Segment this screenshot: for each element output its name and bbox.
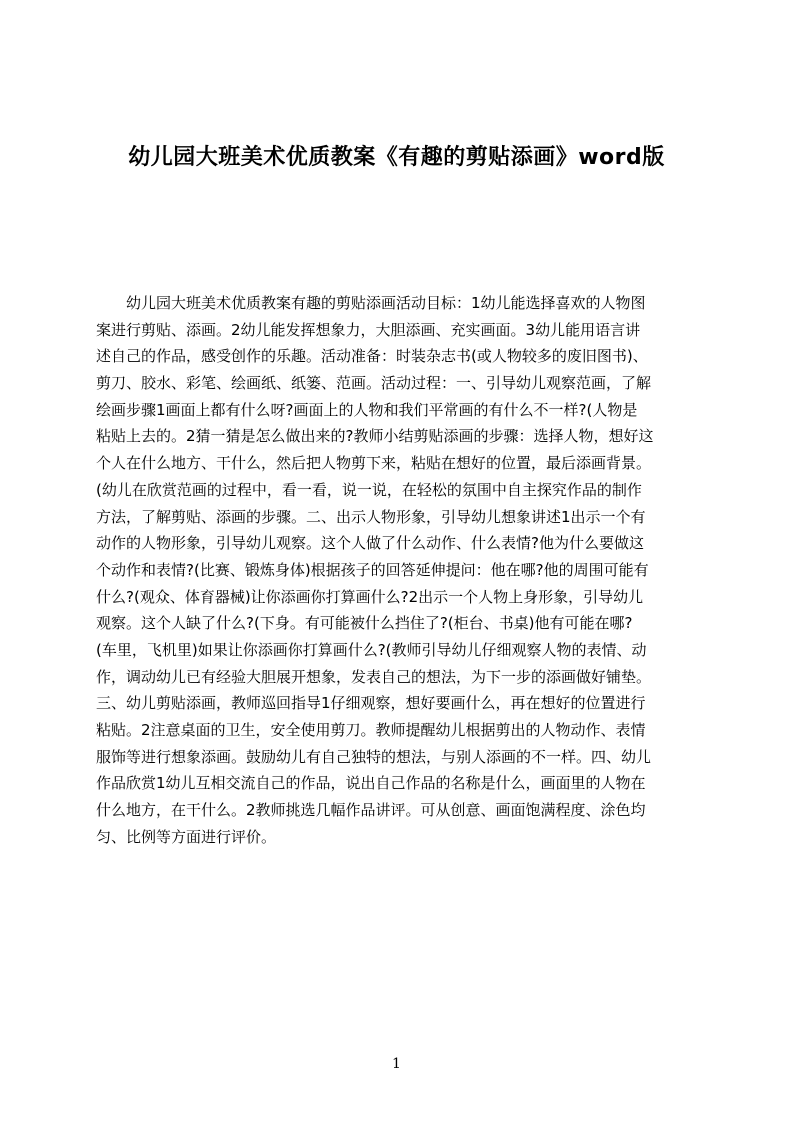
body-line: 什么?(观众、体育器械)让你添画你打算画什么?2出示一个人物上身形象，引导幼儿	[96, 587, 644, 606]
body-line: 粘贴上去的。2猜一猜是怎么做出来的?教师小结剪贴添画的步骤：选择人物，想好这	[96, 427, 654, 446]
body-line: 述自己的作品，感受创作的乐趣。活动准备：时装杂志书(或人物较多的废旧图书)、	[96, 347, 648, 366]
body-line: 三、幼儿剪贴添画，教师巡回指导1仔细观察，想好要画什么，再在想好的位置进行	[96, 694, 646, 713]
body-line: (车里，飞机里)如果让你添画你打算画什么?(教师引导幼儿仔细观察人物的表情、动	[96, 640, 647, 659]
body-line: 个人在什么地方、干什么，然后把人物剪下来，粘贴在想好的位置，最后添画背景。	[96, 454, 652, 473]
document-title: 幼儿园大班美术优质教案《有趣的剪贴添画》word版	[128, 145, 665, 170]
body-line: 观察。这个人缺了什么?(下身。有可能被什么挡住了?(柜台、书桌)他有可能在哪?	[96, 614, 633, 633]
document-body	[96, 290, 698, 850]
body-line: 绘画步骤1画面上都有什么呀?画面上的人物和我们平常画的有什么不一样?(人物是	[96, 400, 638, 419]
body-line: 剪刀、胶水、彩笔、绘画纸、纸篓、范画。活动过程：一、引导幼儿观察范画，了解	[96, 374, 652, 393]
body-line: (幼儿在欣赏范画的过程中，看一看，说一说，在轻松的氛围中自主探究作品的制作	[96, 480, 642, 499]
body-line: 服饰等进行想象添画。鼓励幼儿有自己独特的想法，与别人添画的不一样。四、幼儿	[96, 747, 652, 766]
body-line: 匀、比例等方面进行评价。	[96, 827, 277, 846]
body-line: 个动作和表情?(比赛、锻炼身体)根据孩子的回答延伸提问：他在哪?他的周围可能有	[96, 560, 649, 579]
body-line: 动作的人物形象，引导幼儿观察。这个人做了什么动作、什么表情?他为什么要做这	[96, 534, 644, 553]
body-line: 粘贴。2注意桌面的卫生，安全使用剪刀。教师提醒幼儿根据剪出的人物动作、表情	[96, 721, 646, 739]
page-number: 1	[392, 1056, 401, 1072]
body-line: 幼儿园大班美术优质教案有趣的剪贴添画活动目标：1幼儿能选择喜欢的人物图	[96, 294, 646, 312]
body-line: 什么地方，在干什么。2教师挑选几幅作品讲评。可从创意、画面饱满程度、涂色均	[96, 801, 646, 820]
body-line: 案进行剪贴、添画。2幼儿能发挥想象力，大胆添画、充实画面。3幼儿能用语言讲	[96, 320, 641, 339]
body-line: 作品欣赏1幼儿互相交流自己的作品，说出自己作品的名称是什么，画面里的人物在	[96, 774, 646, 793]
body-line: 方法，了解剪贴、添画的步骤。二、出示人物形象，引导幼儿想象讲述1出示一个有	[96, 507, 646, 526]
body-line: 作，调动幼儿已有经验大胆展开想象，发表自己的想法，为下一步的添画做好铺垫。	[96, 667, 652, 686]
